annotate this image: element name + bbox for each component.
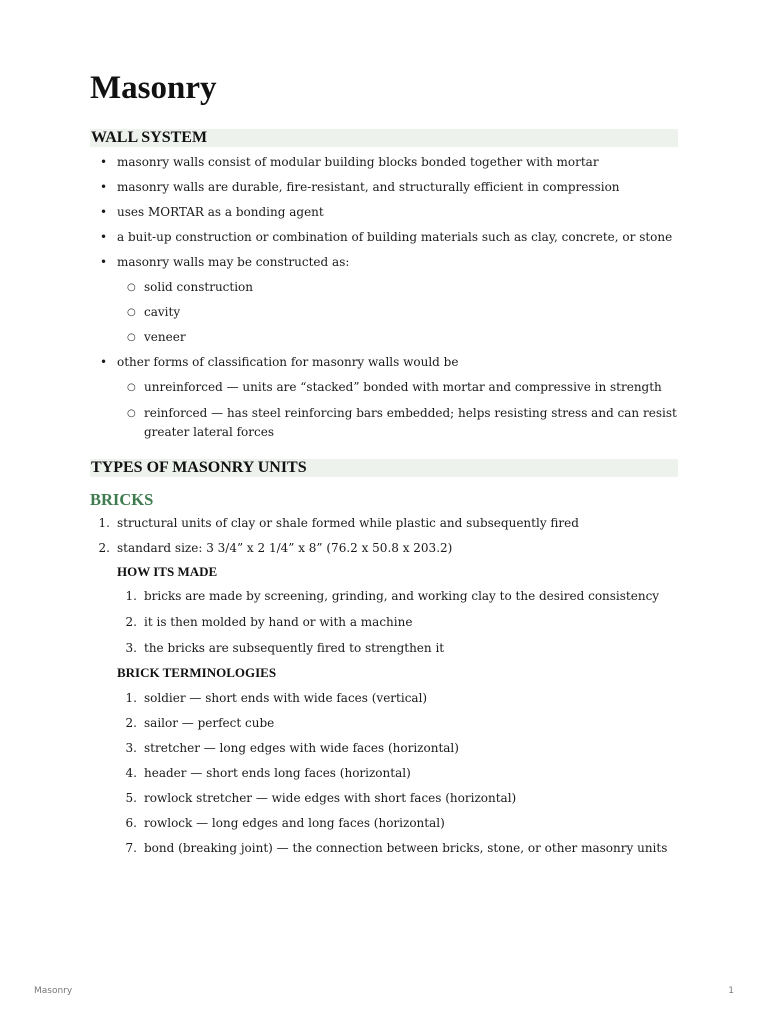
- circle-bullet-icon: ○: [127, 408, 136, 419]
- list-item: 1. bricks are made by screening, grinding, and working clay to the desired consistency: [90, 588, 678, 605]
- list-item: 1. soldier — short ends with wide faces (vertical): [90, 690, 678, 707]
- list-item: 3. the bricks are subsequently fired to strengthen it: [90, 640, 678, 657]
- list-item: 2. standard size: 3 3/4” x 2 1/4” x 8” (76.2 x 50.8 x 203.2): [90, 540, 678, 557]
- list-item: ○ reinforced — has steel reinforcing bars embedded; helps resisting stress and can resist greater lateral forces: [127, 406, 677, 439]
- footer-page-number: 1: [728, 986, 734, 996]
- circle-bullet-icon: ○: [127, 282, 136, 293]
- list-number: 1.: [125, 589, 137, 603]
- bullet-icon: •: [100, 180, 108, 194]
- section-heading-wall-system: WALL SYSTEM: [90, 129, 678, 147]
- list-number: 1.: [98, 516, 110, 530]
- document-page: [90, 70, 678, 865]
- list-number: 2.: [125, 716, 137, 730]
- page-title: Masonry: [90, 70, 217, 106]
- subsection-heading-bricks: BRICKS: [90, 490, 154, 509]
- circle-bullet-icon: ○: [127, 307, 136, 318]
- section-heading-types-of-masonry: TYPES OF MASONRY UNITS: [90, 459, 678, 477]
- list-item: • masonry walls may be constructed as:: [100, 255, 350, 269]
- list-item: ○ unreinforced — units are “stacked” bonded with mortar and compressive in strength: [127, 380, 662, 394]
- brick-terminologies-list: [90, 690, 678, 857]
- bullet-icon: •: [100, 230, 108, 244]
- list-item: • a buit-up construction or combination of building materials such as clay, concrete, or stone: [100, 230, 673, 244]
- list-item: • other forms of classification for masonry walls would be: [100, 355, 459, 369]
- list-number: 6.: [125, 816, 137, 830]
- list-item: 2. sailor — perfect cube: [90, 715, 678, 732]
- list-item: 1. structural units of clay or shale formed while plastic and subsequently fired: [90, 515, 678, 532]
- footer-document-title: Masonry: [34, 986, 73, 996]
- list-item: 5. rowlock stretcher — wide edges with short faces (horizontal): [90, 790, 678, 807]
- how-its-made-list: [90, 588, 678, 657]
- list-number: 4.: [125, 766, 137, 780]
- list-item: 6. rowlock — long edges and long faces (horizontal): [90, 815, 678, 832]
- how-its-made-heading: HOW ITS MADE: [117, 564, 218, 579]
- list-item: ○ solid construction: [127, 280, 254, 294]
- list-item: 3. stretcher — long edges with wide faces (horizontal): [90, 740, 678, 757]
- brick-terminologies-heading: BRICK TERMINOLOGIES: [117, 665, 277, 680]
- list-item: ○ cavity: [127, 305, 181, 319]
- circle-bullet-icon: ○: [127, 332, 136, 343]
- list-item: 4. header — short ends long faces (horizontal): [90, 765, 678, 782]
- list-item: • uses MORTAR as a bonding agent: [100, 205, 324, 219]
- list-item: 7. bond (breaking joint) — the connection between bricks, stone, or other masonry units: [90, 840, 678, 857]
- list-item: 2. it is then molded by hand or with a machine: [90, 614, 678, 631]
- list-item: • masonry walls are durable, fire-resistant, and structurally efficient in compression: [100, 180, 620, 194]
- list-number: 7.: [125, 841, 137, 855]
- bricks-list: [90, 515, 678, 557]
- bullet-icon: •: [100, 255, 108, 269]
- bullet-icon: •: [100, 155, 108, 169]
- list-number: 3.: [125, 741, 137, 755]
- wall-system-list: [90, 154, 678, 442]
- list-number: 2.: [98, 541, 110, 555]
- list-number: 2.: [125, 615, 137, 629]
- list-number: 5.: [125, 791, 137, 805]
- circle-bullet-icon: ○: [127, 382, 136, 393]
- list-number: 3.: [125, 641, 137, 655]
- list-number: 1.: [125, 691, 137, 705]
- list-item: ○ veneer: [127, 330, 186, 344]
- list-item: • masonry walls consist of modular building blocks bonded together with mortar: [100, 155, 599, 169]
- bullet-icon: •: [100, 205, 108, 219]
- bullet-icon: •: [100, 355, 108, 369]
